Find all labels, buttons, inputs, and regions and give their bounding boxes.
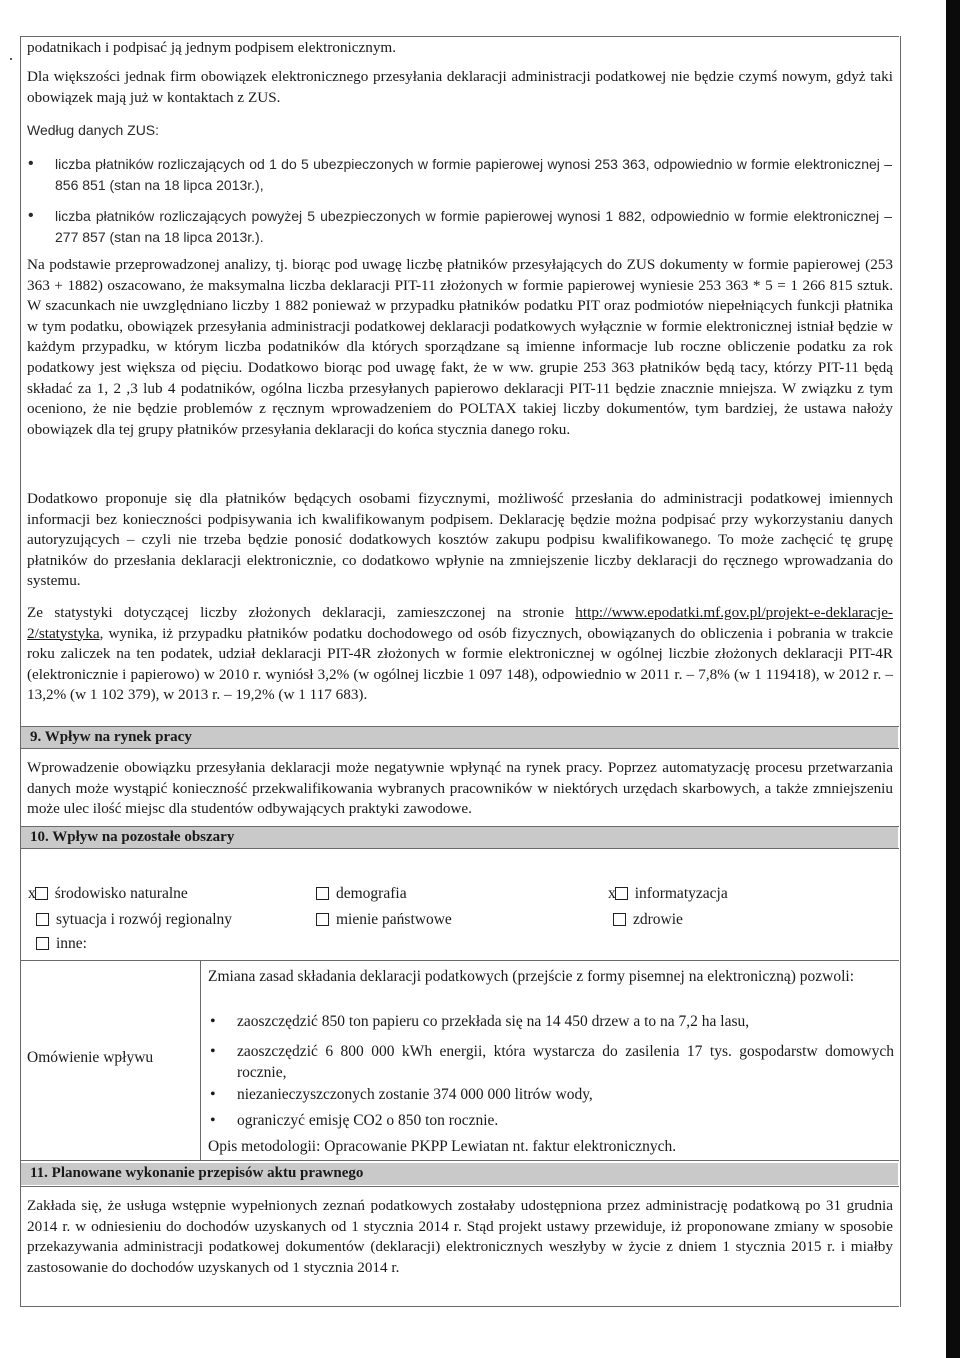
- impact-bullet: [210, 1041, 894, 1083]
- impact-bullet: [210, 1085, 894, 1106]
- checkbox-option[interactable]: [316, 884, 407, 905]
- checkbox-option[interactable]: [28, 884, 188, 905]
- impact-label: Omówienie wpływu: [27, 1049, 154, 1066]
- option-label: sytuacja i rozwój regionalny: [56, 911, 233, 928]
- section-9-title: 9. Wpływ na rynek pracy: [30, 729, 192, 745]
- check-mark: x: [608, 885, 616, 902]
- checkbox-option[interactable]: [316, 910, 452, 931]
- checkbox-icon[interactable]: [35, 887, 48, 900]
- impact-bullet: [210, 1012, 894, 1033]
- checkbox-option[interactable]: [36, 910, 232, 931]
- section-11-header: [21, 1163, 898, 1185]
- stats-text-after: , wynika, iż przypadku płatników podatku dochodowego od osób fizycznych, obowiązanych do obliczenia i pobrania w trakcie roku zaliczek na ten podatek, udział deklaracji PIT-4R złożonych w formie elektronicznej w ogólnej liczbie złożonych deklaracji PIT-4R (elektronicznie i papierowo) w 2010 r. wyniósł 3,2% (w ogólnej liczbie 1 097 148), odpowiednio w 2011 r. – 7,8% (w 1 119418), w 2012 r. – 13,2% (w 1 102 379), w 2013 r. – 19,2% (w 1 117 683).: [27, 624, 893, 704]
- checkbox-icon[interactable]: [615, 887, 628, 900]
- option-label: informatyzacja: [634, 885, 728, 902]
- bullet-icon: •: [28, 155, 34, 172]
- methodology-note: Opis metodologii: Opracowanie PKPP Lewiatan nt. faktur elektronicznych.: [208, 1138, 677, 1155]
- impact-divider: [200, 960, 201, 1160]
- section-10-bottom-rule: [20, 848, 899, 849]
- checkbox-icon[interactable]: [316, 913, 329, 926]
- impact-bullet-text: zaoszczędzić 6 800 000 kWh energii, która wystarcza do zasilenia 17 tys. gospodarstw domowych rocznie,: [237, 1043, 894, 1081]
- impact-bullet-text: zaoszczędzić 850 ton papieru co przekłada się na 14 450 drzew a to na 7,2 ha lasu,: [237, 1013, 750, 1030]
- frame-bottom-rule: [20, 1306, 899, 1307]
- impact-bullet-text: ograniczyć emisję CO2 o 850 ton rocznie.: [237, 1112, 499, 1129]
- section-9-bottom-rule: [20, 748, 899, 749]
- section-11-top-rule: [20, 1160, 899, 1161]
- checkbox-icon[interactable]: [36, 913, 49, 926]
- bullet-icon: •: [28, 207, 34, 224]
- analysis-paragraph: Na podstawie przeprowadzonej analizy, tj. biorąc pod uwagę liczbę płatników przesyłających do ZUS dokumenty w formie papierowej (253 363 + 1882) oszacowano, że maksymalna liczba deklaracji PIT-11 złożonych w formie papierowej wyniesie 253 363 * 5 = 1 266 815 sztuk. W szacunkach nie uwzględniano liczby 1 882 ponieważ w przypadku płatników podatku PIT oraz podmiotów niepełniących funkcji płatnika w tym podatku, obowiązek przesyłania administracji podatkowej deklaracji podatkowych wyłącznie w formie elektronicznej istniał będzie w każdym przypadku, w którym liczba podatników dla których sporządzane są imienne informacje lub roczne obliczenie podatku za rok podatkowy jest większa od pięciu. Dodatkowo biorąc pod uwagę fakt, że w ww. grupie 253 363 płatników będą tacy, którzy PIT-11 będą składać za 1, 2 ,3 lub 4 podatników, ogólna liczba przesyłanych papierowo deklaracji PIT-11 będzie znacznie mniejsza. W związku z tym oceniono, że nie będzie problemów z ręcznym wprowadzeniem do POLTAX takiej liczby dokumentów, tym bardziej, że ustawa nałoży obowiązek dla tej grupy płatników przesyłania deklaracji do końca stycznia danego roku.: [27, 256, 893, 438]
- intro-line: podatnikach i podpisać ją jednym podpisem elektronicznym.: [27, 39, 397, 56]
- check-mark: x: [28, 885, 36, 902]
- option-label: demografia: [336, 885, 407, 902]
- statistics-paragraph: [27, 603, 893, 706]
- bullet-icon: •: [210, 1112, 216, 1129]
- section-9-header: [21, 727, 898, 748]
- impact-intro: Zmiana zasad składania deklaracji podatkowych (przejście z formy pisemnej na elektroniczną) pozwoli:: [208, 968, 854, 985]
- zus-bullet: [28, 154, 892, 195]
- scan-speck: [10, 58, 12, 60]
- section-11-title: 11. Planowane wykonanie przepisów aktu prawnego: [30, 1165, 364, 1181]
- bullet-icon: •: [210, 1086, 216, 1103]
- option-label: inne:: [56, 935, 87, 952]
- zus-bullet-text: liczba płatników rozliczających od 1 do 5 ubezpieczonych w formie papierowej wynosi 253 363, odpowiednio w formie elektronicznej – 856 851 (stan na 18 lipca 2013r.),: [55, 156, 892, 193]
- section-11-bottom-rule: [20, 1186, 899, 1187]
- checkbox-icon[interactable]: [316, 887, 329, 900]
- section-11-text: Zakłada się, że usługa wstępnie wypełnionych zeznań podatkowych zostałaby udostępniona przez administrację podatkową po 31 grudnia 2014 r. w odniesieniu do dochodów uzyskanych od 1 stycznia 2014 r. Stąd projekt ustawy przewiduje, iż proponowane zmiany w sposobie przekazywania administracji podatkowej dokumentów (deklaracji) elektronicznych weszłyby w życie z dniem 1 stycznia 2015 r. i miałby zastosowanie do dochodów uzyskanych od 1 stycznia 2014 r.: [27, 1197, 893, 1276]
- option-label: środowisko naturalne: [54, 885, 188, 902]
- section-9-text: Wprowadzenie obowiązku przesyłania deklaracji może negatywnie wpłynąć na rynek pracy. Poprzez automatyzację procesu przetwarzania danych może wystąpić konieczność przekwalifikowania wybranych pracowników w niektórych urzędach skarbowych, a także zmniejszeniu może ulec ilość miejsc dla studentów odbywających praktyki zawodowe.: [27, 759, 893, 818]
- checkbox-icon[interactable]: [613, 913, 626, 926]
- impact-bullet-text: niezanieczyszczonych zostanie 374 000 000 litrów wody,: [237, 1086, 593, 1103]
- additional-paragraph: Dodatkowo proponuje się dla płatników będących osobami fizycznymi, możliwość przesłania do administracji podatkowej imiennych informacji bez konieczności podpisywania ich kwalifikowanym podpisem. Deklarację będzie można podpisać przy wykorzystaniu danych autoryzujących – czyli nie trzeba będzie ponosić dodatkowych kosztów zakupu podpisu kwalifikowanego. To może zachęcić tę grupę płatników do przesłania deklaracji elektronicznie, co dodatkowo wpłynie na zmniejszenie liczby deklaracji do ręcznego wprowadzania do systemu.: [27, 490, 893, 590]
- bullet-icon: •: [210, 1043, 216, 1060]
- zus-bullet-text: liczba płatników rozliczających powyżej 5 ubezpieczonych w formie papierowej wynosi 1 882, odpowiednio w formie elektronicznej – 277 857 (stan na 18 lipca 2013r.).: [55, 208, 892, 245]
- checkbox-option[interactable]: [36, 934, 87, 955]
- impact-top-rule: [20, 960, 899, 961]
- zus-bullet: [28, 206, 892, 247]
- impact-bullet: [210, 1111, 894, 1132]
- zus-heading: Według danych ZUS:: [27, 122, 160, 138]
- stats-text-before: Ze statystyki dotyczącej liczby złożonych deklaracji, zamieszczonej na stronie: [27, 604, 576, 621]
- statistics-link[interactable]: http://www.epodatki.mf.gov.pl/projekt-e-deklaracje-2/statystyka: [27, 604, 893, 642]
- bullet-icon: •: [210, 1013, 216, 1030]
- section-10-header: [21, 827, 898, 848]
- checkbox-option[interactable]: [608, 884, 728, 905]
- option-label: mienie państwowe: [336, 911, 452, 928]
- scan-edge-bar: [946, 0, 960, 1358]
- frame-top-rule: [20, 36, 899, 37]
- checkbox-option[interactable]: [613, 910, 683, 931]
- section-10-title: 10. Wpływ na pozostałe obszary: [30, 829, 235, 845]
- checkbox-icon[interactable]: [36, 937, 49, 950]
- intro-paragraph: Dla większości jednak firm obowiązek elektronicznego przesyłania deklaracji administracji podatkowej nie będzie czymś nowym, gdyż taki obowiązek mają już w kontaktach z ZUS.: [27, 68, 893, 106]
- option-label: zdrowie: [633, 911, 683, 928]
